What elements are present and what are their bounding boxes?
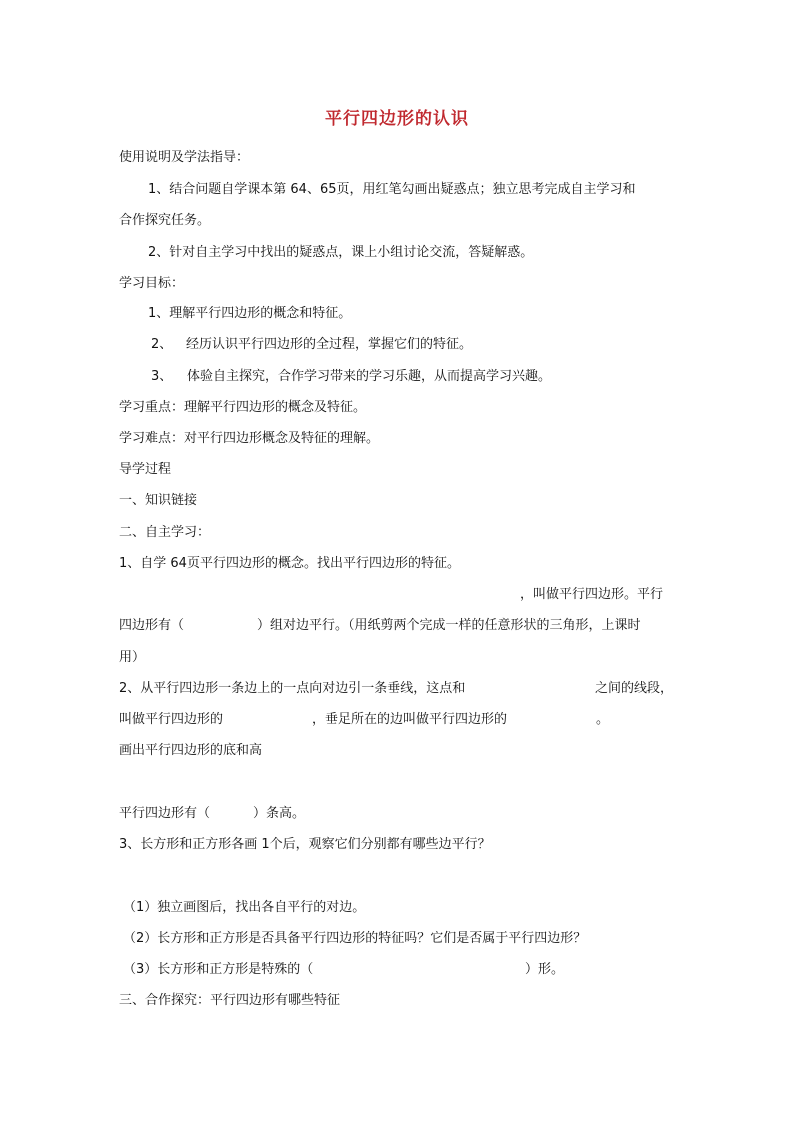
objective-3 bbox=[151, 365, 794, 384]
question-1-line-1: 1、自学 64页平行四边形的概念。找出平行四边形的特征。 bbox=[119, 556, 460, 571]
instructions-heading: 使用说明及学法指导： bbox=[119, 150, 250, 165]
question-1-parallel-suffix: ）组对边平行。（用纸剪两个完成一样的任意形状的三角形，上课时 bbox=[257, 618, 641, 633]
question-2-heights bbox=[119, 802, 794, 821]
question-3-sub-2: （2）长方形和正方形是否具备平行四边形的特征吗？它们是否属于平行四边形？ bbox=[123, 931, 587, 946]
question-2-line-2 bbox=[119, 708, 794, 727]
question-1-line-4: 用） bbox=[119, 650, 146, 665]
instructions-item-2: 2、针对自主学习中找出的疑惑点，课上小组讨论交流，答疑解惑。 bbox=[148, 245, 534, 260]
section-knowledge-link: 一、知识链接 bbox=[119, 493, 198, 508]
question-1-parallel-prefix: 四边形有（ bbox=[119, 618, 185, 633]
objective-2 bbox=[151, 333, 794, 352]
question-2-draw-instruction: 画出平行四边形的底和高 bbox=[119, 743, 263, 758]
key-point: 学习重点：理解平行四边形的概念及特征。 bbox=[119, 400, 367, 415]
process-heading: 导学过程 bbox=[119, 462, 172, 477]
question-2-line-2-b: ，垂足所在的边叫做平行四边形的 bbox=[312, 712, 508, 727]
section-self-study: 二、自主学习： bbox=[119, 525, 211, 540]
question-2-line-2-c: 。 bbox=[596, 712, 610, 727]
question-2-heights-suffix: ）条高。 bbox=[253, 806, 306, 821]
objective-2-text: 经历认识平行四边形的全过程，掌握它们的特征。 bbox=[186, 337, 473, 352]
objectives-heading: 学习目标： bbox=[119, 276, 185, 291]
question-2-line-1-b: 之间的线段， bbox=[595, 681, 674, 696]
objective-2-number: 2、 bbox=[151, 337, 173, 352]
section-cooperative-inquiry: 三、合作探究：平行四边形有哪些特征 bbox=[119, 993, 341, 1008]
question-2-line-2-a: 叫做平行四边形的 bbox=[119, 712, 224, 727]
document-title: 平行四边形的认识 bbox=[325, 109, 469, 129]
question-1-line-3 bbox=[119, 614, 794, 633]
question-3-sub-1: （1）独立画图后，找出各自平行的对边。 bbox=[123, 900, 366, 915]
instructions-item-1 bbox=[148, 178, 671, 197]
difficulty-point: 学习难点：对平行四边形概念及特征的理解。 bbox=[119, 431, 380, 446]
objective-3-number: 3、 bbox=[151, 369, 173, 384]
instructions-item-1-cont: 合作探究任务。 bbox=[119, 213, 211, 228]
question-3-line-1: 3、长方形和正方形各画 1个后，观察它们分别都有哪些边平行？ bbox=[119, 837, 491, 852]
objective-3-text: 体验自主探究，合作学习带来的学习乐趣，从而提高学习兴趣。 bbox=[187, 369, 552, 384]
question-2-heights-prefix: 平行四边形有（ bbox=[119, 806, 211, 821]
question-2-line-1 bbox=[119, 677, 794, 696]
question-3-sub-3 bbox=[123, 958, 794, 977]
question-3-sub-3-a: （3）长方形和正方形是特殊的（ bbox=[123, 962, 314, 977]
question-2-line-1-a: 2、从平行四边形一条边上的一点向对边引一条垂线，这点和 bbox=[119, 681, 466, 696]
instructions-item-1-text: 1、结合问题自学课本第 64、65页，用红笔勾画出疑惑点；独立思考完成自主学习和 bbox=[148, 182, 636, 197]
question-1-line-2: ，叫做平行四边形。平行 bbox=[520, 587, 664, 602]
question-3-sub-3-b: ）形。 bbox=[525, 962, 565, 977]
objective-1: 1、理解平行四边形的概念和特征。 bbox=[148, 306, 352, 321]
